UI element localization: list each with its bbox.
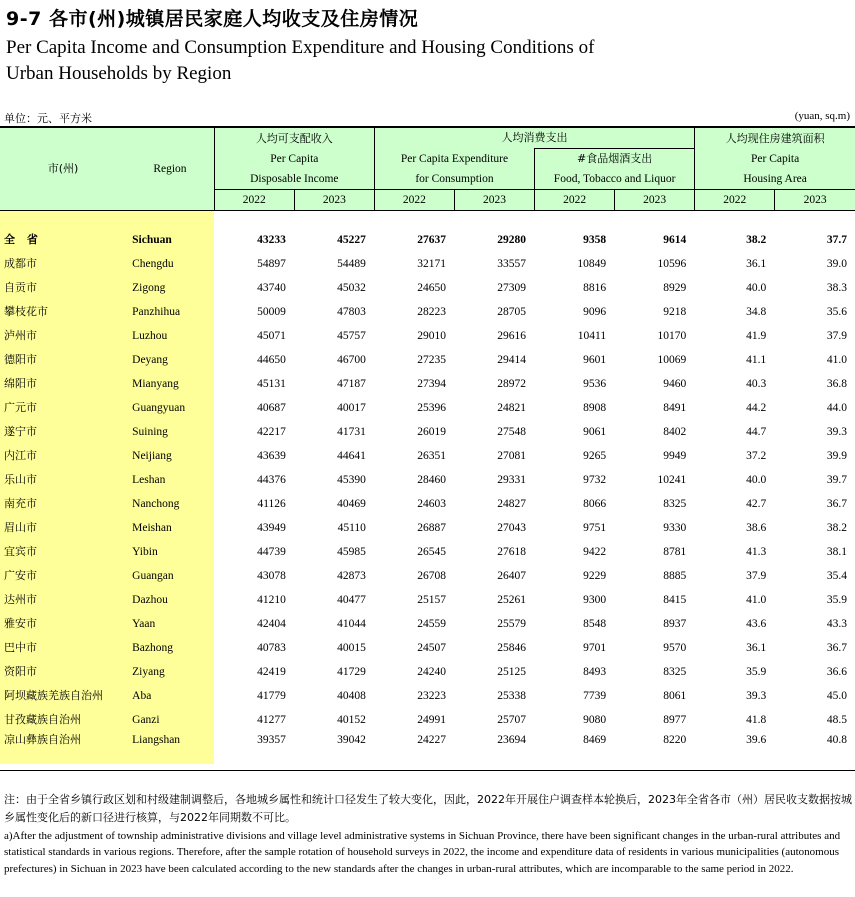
value-cell: 25396: [417, 402, 446, 414]
value-cell: 48.5: [826, 714, 847, 726]
value-cell: 8415: [663, 594, 687, 606]
region-name-en: Chengdu: [126, 252, 214, 276]
value-cell: 41.3: [746, 546, 767, 558]
value-cell: 9701: [583, 642, 607, 654]
value-cell: 24991: [417, 714, 446, 726]
value-cell: 36.1: [746, 258, 767, 270]
value-cell: 39.0: [826, 258, 847, 270]
city-name-cn: 攀枝花市: [0, 300, 126, 324]
value-cell: 24507: [417, 642, 446, 654]
value-cell: 46700: [337, 354, 366, 366]
value-cell: 8491: [663, 402, 687, 414]
city-name-cn: 绵阳市: [0, 372, 126, 396]
value-cell: 38.6: [746, 522, 767, 534]
value-cell: 24821: [497, 402, 527, 414]
region-name-en: Guangyuan: [126, 396, 214, 420]
value-cell: 43.6: [746, 618, 767, 630]
value-cell: 41044: [337, 618, 366, 630]
table-row: [0, 612, 855, 636]
value-cell: 26545: [417, 546, 446, 558]
city-name-cn: 广安市: [0, 564, 126, 588]
value-cell: 27309: [497, 282, 527, 294]
col-header-consumption-cn: 人均消费支出: [374, 128, 694, 149]
footnote-en: a)After the adjustment of township administrative divisions and village level administrative systems in Sichuan Province, there have been significant changes in the urban-rural attributes and statistical standards in various regions. Therefore, after the sample rotation of household surveys in 2022, the income and expenditure data of residents in various municipalities (autonomous prefectures) in Sichuan in 2023 have been calculated according to the new standards after the changes in urban-rural attributes, which are incomparable to the same period in 2022.: [4, 830, 841, 875]
region-name-en: Mianyang: [126, 372, 214, 396]
value-cell: 25157: [417, 594, 446, 606]
city-name-cn: 广元市: [0, 396, 126, 420]
table-row: [0, 516, 855, 540]
unit-label-en: (yuan, sq.m): [794, 110, 850, 122]
value-cell: 8325: [663, 666, 687, 678]
value-cell: 47187: [337, 378, 366, 390]
value-cell: 25125: [497, 666, 527, 678]
value-cell: 23223: [417, 690, 446, 702]
value-cell: 27548: [497, 426, 527, 438]
region-name-en: Ziyang: [126, 660, 214, 684]
table-row: [0, 732, 855, 764]
value-cell: 9751: [583, 522, 607, 534]
value-cell: 39042: [337, 734, 366, 746]
value-cell: 9732: [583, 474, 607, 486]
city-name-cn: 内江市: [0, 444, 126, 468]
year-header: 2022: [535, 190, 615, 211]
value-cell: 38.1: [826, 546, 847, 558]
value-cell: 27618: [497, 546, 527, 558]
value-cell: 28460: [417, 474, 446, 486]
value-cell: 44.2: [746, 402, 767, 414]
region-name-en: Sichuan: [126, 228, 214, 252]
data-table: [0, 128, 855, 764]
city-name-cn: 全 省: [0, 228, 126, 252]
value-cell: 36.8: [826, 378, 847, 390]
value-cell: 45227: [337, 234, 366, 246]
value-cell: 24240: [417, 666, 446, 678]
value-cell: 24559: [417, 618, 446, 630]
table-row: [0, 444, 855, 468]
value-cell: 8469: [583, 734, 607, 746]
table-row: [0, 300, 855, 324]
table-row: [0, 276, 855, 300]
value-cell: 35.9: [746, 666, 767, 678]
table-row: [0, 540, 855, 564]
value-cell: 27081: [497, 450, 527, 462]
value-cell: 40.3: [746, 378, 767, 390]
value-cell: 8908: [583, 402, 607, 414]
year-header: 2023: [775, 190, 855, 211]
value-cell: 8548: [583, 618, 607, 630]
page-title-en-line1: Per Capita Income and Consumption Expenditure and Housing Conditions of: [6, 37, 595, 58]
value-cell: 40408: [337, 690, 366, 702]
value-cell: 8220: [663, 734, 687, 746]
value-cell: 41126: [257, 498, 286, 510]
value-cell: 8325: [663, 498, 687, 510]
table-row: [0, 396, 855, 420]
value-cell: 8816: [583, 282, 607, 294]
value-cell: 37.2: [746, 450, 767, 462]
value-cell: 10069: [657, 354, 687, 366]
value-cell: 54897: [257, 258, 286, 270]
value-cell: 40017: [337, 402, 366, 414]
value-cell: 39.9: [826, 450, 847, 462]
value-cell: 43639: [257, 450, 286, 462]
table-row: [0, 660, 855, 684]
value-cell: 41277: [257, 714, 286, 726]
value-cell: 10170: [657, 330, 687, 342]
region-name-en: Dazhou: [126, 588, 214, 612]
value-cell: 38.2: [746, 234, 767, 246]
value-cell: 45757: [337, 330, 366, 342]
table-row: [0, 684, 855, 708]
value-cell: 26407: [497, 570, 527, 582]
value-cell: 36.6: [826, 666, 847, 678]
unit-label-cn: 单位：元、平方米: [4, 112, 92, 125]
value-cell: 32171: [417, 258, 446, 270]
value-cell: 38.2: [826, 522, 847, 534]
region-name-en: Deyang: [126, 348, 214, 372]
region-name-en: Zigong: [126, 276, 214, 300]
city-name-cn: 眉山市: [0, 516, 126, 540]
value-cell: 35.4: [826, 570, 847, 582]
value-cell: 25338: [497, 690, 527, 702]
value-cell: 45131: [257, 378, 286, 390]
value-cell: 36.7: [826, 498, 847, 510]
value-cell: 41210: [257, 594, 286, 606]
value-cell: 44641: [337, 450, 366, 462]
value-cell: 8061: [663, 690, 687, 702]
value-cell: 29280: [497, 234, 527, 246]
region-name-en: Bazhong: [126, 636, 214, 660]
value-cell: 40015: [337, 642, 366, 654]
table-row: [0, 588, 855, 612]
value-cell: 44650: [257, 354, 286, 366]
city-name-cn: 阿坝藏族羌族自治州: [0, 684, 126, 708]
value-cell: 44.7: [746, 426, 767, 438]
value-cell: 9265: [583, 450, 607, 462]
value-cell: 40.0: [746, 474, 767, 486]
city-name-cn: 凉山彝族自治州: [0, 732, 126, 764]
value-cell: 26351: [417, 450, 446, 462]
value-cell: 40687: [257, 402, 286, 414]
value-cell: 8493: [583, 666, 607, 678]
value-cell: 9080: [583, 714, 607, 726]
value-cell: 45110: [337, 522, 366, 534]
value-cell: 41729: [337, 666, 366, 678]
table-header: [0, 128, 855, 211]
region-name-en: Yaan: [126, 612, 214, 636]
value-cell: 40152: [337, 714, 366, 726]
value-cell: 9422: [583, 546, 607, 558]
city-name-cn: 成都市: [0, 252, 126, 276]
city-name-cn: 巴中市: [0, 636, 126, 660]
total-row: [0, 228, 855, 252]
value-cell: 9218: [663, 306, 687, 318]
city-name-cn: 甘孜藏族自治州: [0, 708, 126, 732]
value-cell: 25579: [497, 618, 527, 630]
value-cell: 9330: [663, 522, 687, 534]
value-cell: 40477: [337, 594, 366, 606]
year-header: 2023: [454, 190, 534, 211]
value-cell: 41.8: [746, 714, 767, 726]
region-name-en: Aba: [126, 684, 214, 708]
table-row: [0, 348, 855, 372]
value-cell: 8929: [663, 282, 687, 294]
region-name-en: Leshan: [126, 468, 214, 492]
value-cell: 34.8: [746, 306, 767, 318]
table-row: [0, 324, 855, 348]
region-name-en: Meishan: [126, 516, 214, 540]
value-cell: 40.8: [826, 734, 847, 746]
value-cell: 27394: [417, 378, 446, 390]
value-cell: 8885: [663, 570, 687, 582]
value-cell: 41779: [257, 690, 286, 702]
city-name-cn: 泸州市: [0, 324, 126, 348]
value-cell: 43078: [257, 570, 286, 582]
table-bottom-rule: [0, 770, 855, 771]
value-cell: 42404: [257, 618, 286, 630]
value-cell: 44376: [257, 474, 286, 486]
value-cell: 45071: [257, 330, 286, 342]
value-cell: 29331: [497, 474, 527, 486]
value-cell: 28223: [417, 306, 446, 318]
value-cell: 50009: [257, 306, 286, 318]
value-cell: 25707: [497, 714, 527, 726]
spacer-row: [0, 211, 855, 229]
city-name-cn: 乐山市: [0, 468, 126, 492]
value-cell: 37.7: [826, 234, 847, 246]
city-name-cn: 达州市: [0, 588, 126, 612]
value-cell: 8781: [663, 546, 687, 558]
city-name-cn: 遂宁市: [0, 420, 126, 444]
value-cell: 8937: [663, 618, 687, 630]
value-cell: 9460: [663, 378, 687, 390]
value-cell: 43.3: [826, 618, 847, 630]
table-row: [0, 372, 855, 396]
value-cell: 43949: [257, 522, 286, 534]
value-cell: 41.0: [746, 594, 767, 606]
value-cell: 54489: [337, 258, 366, 270]
value-cell: 44739: [257, 546, 286, 558]
year-header: 2022: [214, 190, 294, 211]
value-cell: 35.6: [826, 306, 847, 318]
region-name-en: Nanchong: [126, 492, 214, 516]
table-row: [0, 492, 855, 516]
value-cell: 41.0: [826, 354, 847, 366]
value-cell: 40783: [257, 642, 286, 654]
value-cell: 40469: [337, 498, 366, 510]
value-cell: 33557: [497, 258, 527, 270]
table-row: [0, 564, 855, 588]
value-cell: 29616: [497, 330, 527, 342]
col-header-housing: 人均现住房建筑面积 Per Capita Housing Area: [695, 128, 855, 190]
region-name-en: Neijiang: [126, 444, 214, 468]
value-cell: 23694: [497, 734, 527, 746]
value-cell: 9949: [663, 450, 687, 462]
value-cell: 9358: [583, 234, 607, 246]
value-cell: 45032: [337, 282, 366, 294]
value-cell: 35.9: [826, 594, 847, 606]
value-cell: 25846: [497, 642, 527, 654]
value-cell: 45.0: [826, 690, 847, 702]
value-cell: 7739: [583, 690, 607, 702]
value-cell: 29010: [417, 330, 446, 342]
value-cell: 37.9: [826, 330, 847, 342]
city-name-cn: 南充市: [0, 492, 126, 516]
region-name-en: Ganzi: [126, 708, 214, 732]
value-cell: 36.7: [826, 642, 847, 654]
value-cell: 44.0: [826, 402, 847, 414]
value-cell: 10596: [657, 258, 687, 270]
value-cell: 38.3: [826, 282, 847, 294]
city-name-cn: 德阳市: [0, 348, 126, 372]
value-cell: 43233: [257, 234, 286, 246]
value-cell: 24603: [417, 498, 446, 510]
value-cell: 9570: [663, 642, 687, 654]
year-header: 2023: [294, 190, 374, 211]
value-cell: 39.6: [746, 734, 767, 746]
value-cell: 8066: [583, 498, 607, 510]
value-cell: 10411: [577, 330, 607, 342]
region-name-en: Panzhihua: [126, 300, 214, 324]
table-row: [0, 252, 855, 276]
col-header-income: 人均可支配收入 Per Capita Disposable Income: [214, 128, 374, 190]
value-cell: 24227: [417, 734, 446, 746]
region-name-en: Yibin: [126, 540, 214, 564]
value-cell: 8977: [663, 714, 687, 726]
value-cell: 47803: [337, 306, 366, 318]
value-cell: 24827: [497, 498, 527, 510]
value-cell: 9300: [583, 594, 607, 606]
value-cell: 27637: [417, 234, 446, 246]
value-cell: 41731: [337, 426, 366, 438]
value-cell: 39.3: [826, 426, 847, 438]
value-cell: 27235: [417, 354, 446, 366]
value-cell: 27043: [497, 522, 527, 534]
value-cell: 40.0: [746, 282, 767, 294]
value-cell: 42873: [337, 570, 366, 582]
table-row: [0, 468, 855, 492]
page-title-en-line2: Urban Households by Region: [6, 63, 232, 84]
col-header-consumption: Per Capita Expenditure for Consumption: [374, 149, 534, 190]
value-cell: 41.1: [746, 354, 767, 366]
col-header-food: #食品烟酒支出 Food, Tobacco and Liquor: [535, 149, 695, 190]
value-cell: 37.9: [746, 570, 767, 582]
value-cell: 41.9: [746, 330, 767, 342]
region-name-en: Suining: [126, 420, 214, 444]
value-cell: 9614: [663, 234, 687, 246]
city-name-cn: 资阳市: [0, 660, 126, 684]
table-body: [0, 211, 855, 765]
table-row: [0, 420, 855, 444]
city-name-cn: 雅安市: [0, 612, 126, 636]
value-cell: 39.7: [826, 474, 847, 486]
value-cell: 42419: [257, 666, 286, 678]
footnote-cn: 注：由于全省乡镇行政区划和村级建制调整后，各地城乡属性和统计口径发生了较大变化，因此，2022年开展住户调查样本轮换后，2023年全省各市（州）居民收支数据按城乡属性变化后的新口径进行核算，与2022年同期数不可比。: [4, 793, 852, 824]
value-cell: 24650: [417, 282, 446, 294]
value-cell: 25261: [497, 594, 527, 606]
value-cell: 39.3: [746, 690, 767, 702]
value-cell: 9229: [583, 570, 607, 582]
value-cell: 29414: [497, 354, 527, 366]
value-cell: 28705: [497, 306, 527, 318]
city-name-cn: 宜宾市: [0, 540, 126, 564]
value-cell: 9536: [583, 378, 607, 390]
value-cell: 9601: [583, 354, 607, 366]
year-header: 2022: [374, 190, 454, 211]
value-cell: 26887: [417, 522, 446, 534]
page-title-cn: 9-7 各市(州)城镇居民家庭人均收支及住房情况: [6, 8, 419, 30]
region-name-en: Liangshan: [126, 732, 214, 764]
value-cell: 43740: [257, 282, 286, 294]
value-cell: 45390: [337, 474, 366, 486]
value-cell: 28972: [497, 378, 527, 390]
value-cell: 26708: [417, 570, 446, 582]
value-cell: 8402: [663, 426, 687, 438]
value-cell: 9061: [583, 426, 607, 438]
col-header-city: 市(州): [0, 128, 126, 211]
year-header: 2022: [695, 190, 775, 211]
table-row: [0, 636, 855, 660]
value-cell: 10849: [577, 258, 607, 270]
region-name-en: Luzhou: [126, 324, 214, 348]
year-header: 2023: [615, 190, 695, 211]
value-cell: 10241: [657, 474, 687, 486]
value-cell: 42.7: [746, 498, 767, 510]
region-name-en: Guangan: [126, 564, 214, 588]
city-name-cn: 自贡市: [0, 276, 126, 300]
table-row: [0, 708, 855, 732]
col-header-region: Region: [126, 128, 214, 211]
value-cell: 39357: [257, 734, 286, 746]
value-cell: 26019: [417, 426, 446, 438]
value-cell: 42217: [257, 426, 286, 438]
value-cell: 45985: [337, 546, 366, 558]
value-cell: 36.1: [746, 642, 767, 654]
value-cell: 9096: [583, 306, 607, 318]
